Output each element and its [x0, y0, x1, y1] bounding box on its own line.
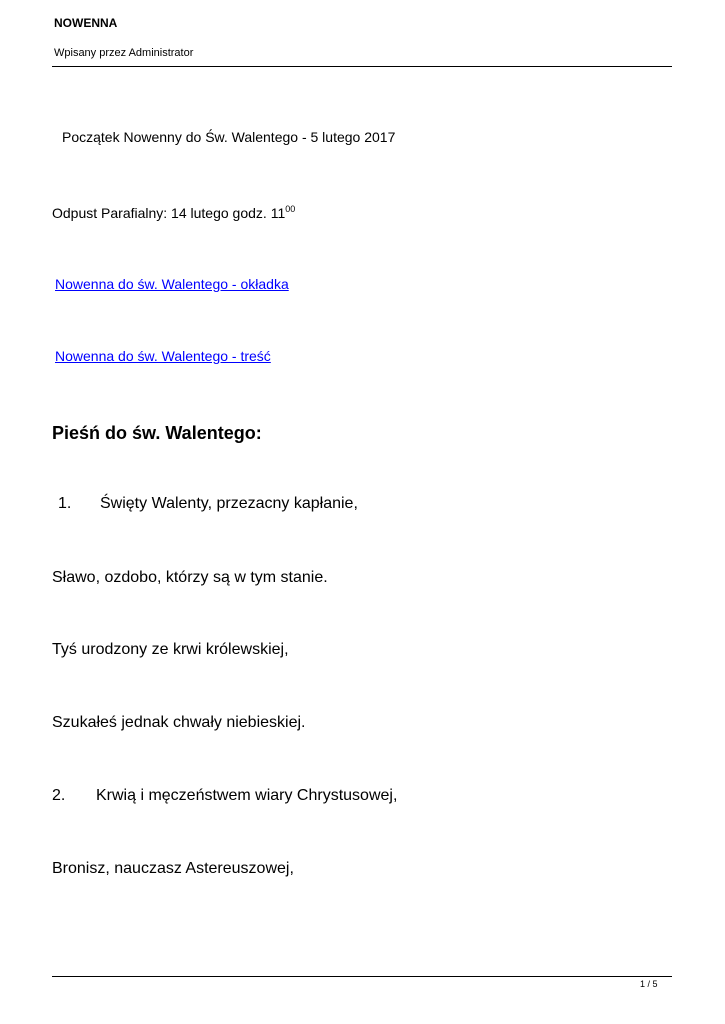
- verse-1-line-2: Sławo, ozdobo, którzy są w tym stanie.: [52, 569, 328, 586]
- novena-content-link[interactable]: Nowenna do św. Walentego - treść: [55, 348, 271, 364]
- author-line: Wpisany przez Administrator: [54, 47, 194, 59]
- novena-start-line: Początek Nowenny do Św. Walentego - 5 lutego 2017: [62, 129, 396, 145]
- verse-1-line-3: Tyś urodzony ze krwi królewskiej,: [52, 641, 289, 658]
- verse-1-line-1: [58, 495, 358, 513]
- song-heading: Pieśń do św. Walentego:: [52, 423, 262, 443]
- odpust-time-superscript: 00: [285, 204, 296, 214]
- verse-2-line-2: Bronisz, nauczasz Astereuszowej,: [52, 860, 294, 877]
- verse-2-line-1: [52, 787, 397, 805]
- footer-divider: [52, 976, 672, 977]
- verse-text: Krwią i męczeństwem wiary Chrystusowej,: [96, 787, 398, 804]
- odpust-line: [52, 204, 295, 221]
- novena-cover-link[interactable]: Nowenna do św. Walentego - okładka: [55, 276, 289, 292]
- verse-1-line-4: Szukałeś jednak chwały niebieskiej.: [52, 714, 306, 731]
- verse-text: Święty Walenty, przezacny kapłanie,: [100, 495, 358, 512]
- odpust-text: Odpust Parafialny: 14 lutego godz. 11: [52, 205, 286, 221]
- page-number: 1 / 5: [640, 979, 658, 989]
- verse-number: 2.: [52, 787, 66, 804]
- header-divider: [52, 66, 672, 67]
- verse-number: 1.: [58, 495, 72, 512]
- document-title: NOWENNA: [54, 16, 118, 30]
